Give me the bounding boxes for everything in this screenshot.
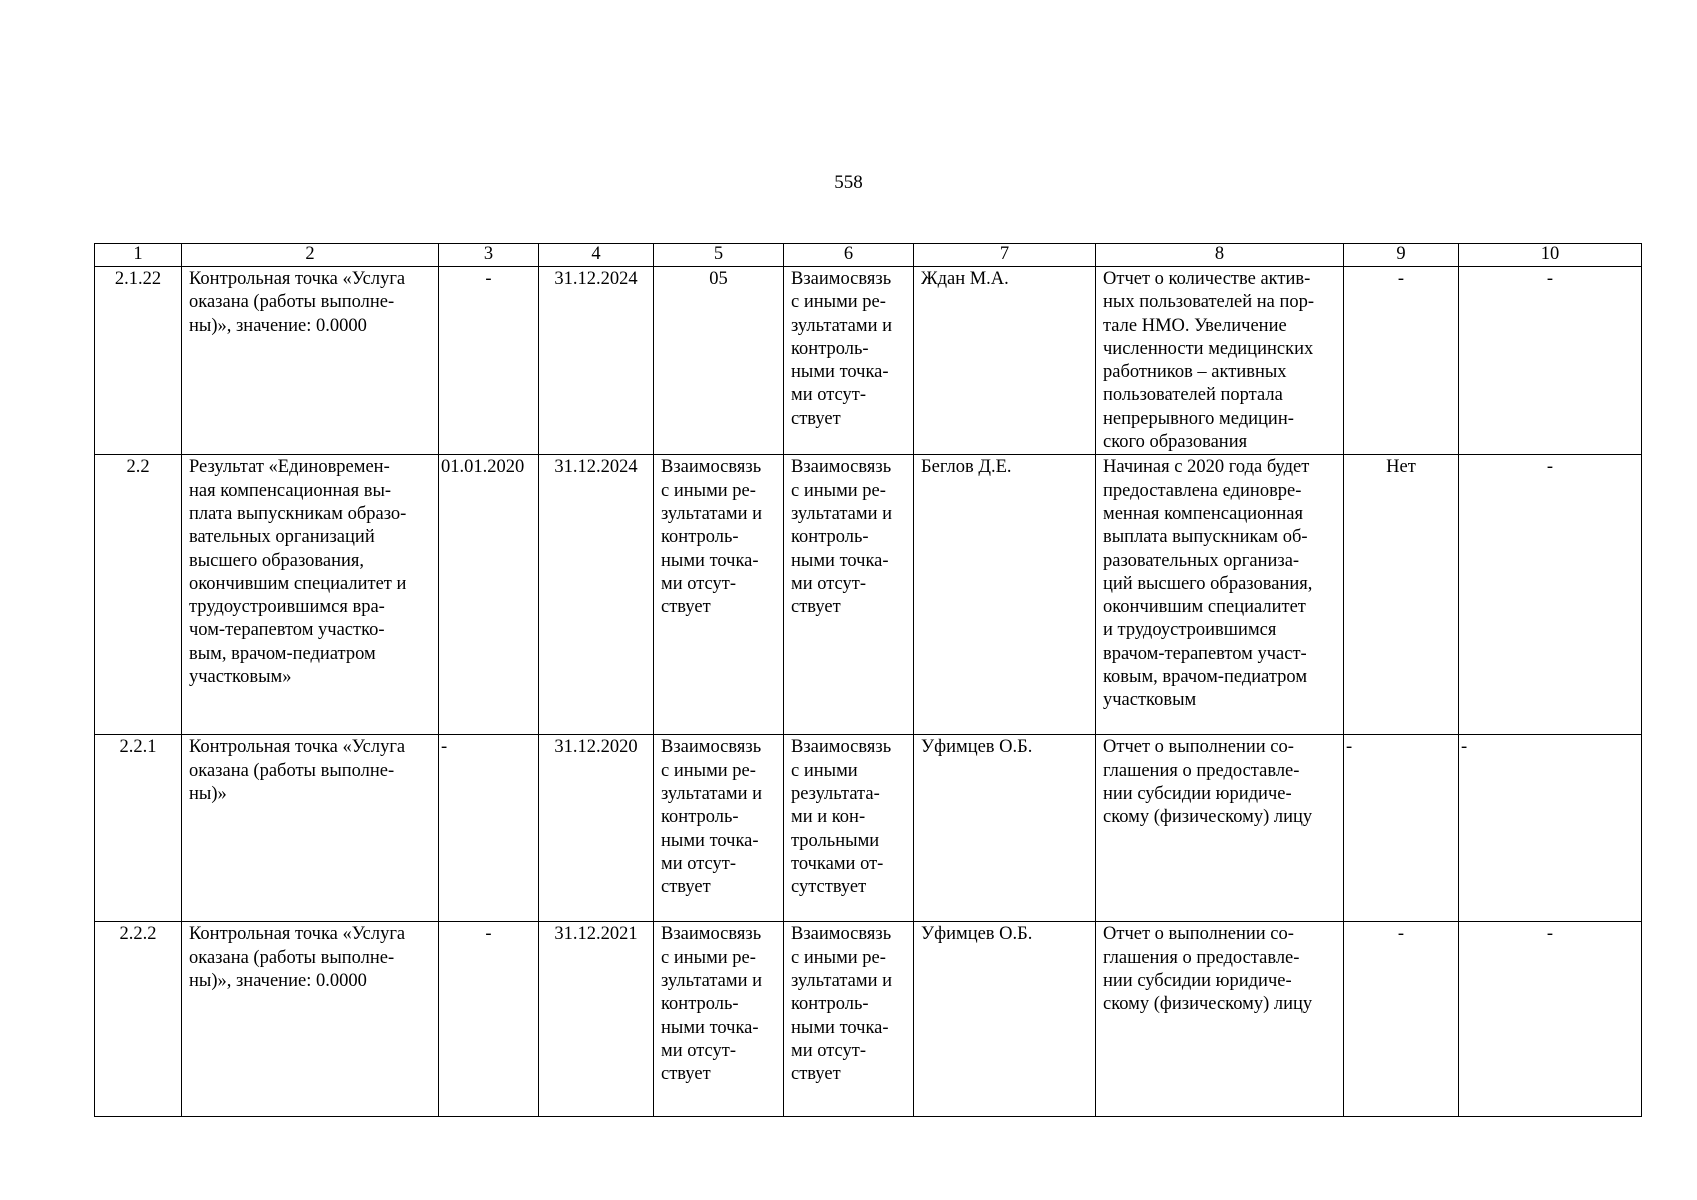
row-title: Контрольная точка «Услуга оказана (работы выполне- ны)», значение: 0.0000 <box>182 922 439 1117</box>
column-5-value: Взаимосвязь с иными ре- зультатами и контроль- ными точка- ми отсут- ствует <box>654 735 784 922</box>
end-date: 31.12.2024 <box>539 267 654 455</box>
table-header-row <box>95 244 1642 267</box>
column-10-value: - <box>1459 455 1642 735</box>
row-number: 2.2.2 <box>95 922 182 1117</box>
responsible-person: Уфимцев О.Б. <box>914 922 1096 1117</box>
column-10-value: - <box>1459 267 1642 455</box>
end-date: 31.12.2024 <box>539 455 654 735</box>
column-10-value: - <box>1459 735 1642 922</box>
responsible-person: Ждан М.А. <box>914 267 1096 455</box>
row-number: 2.1.22 <box>95 267 182 455</box>
row-description: Отчет о выполнении со- глашения о предоставле- нии субсидии юридиче- скому (физическому) лицу <box>1096 922 1344 1117</box>
column-header: 1 <box>95 244 182 267</box>
row-number: 2.2 <box>95 455 182 735</box>
row-description: Отчет о выполнении со- глашения о предоставле- нии субсидии юридиче- скому (физическому) лицу <box>1096 735 1344 922</box>
column-9-value: - <box>1344 735 1459 922</box>
column-header: 3 <box>439 244 539 267</box>
column-9-value: Нет <box>1344 455 1459 735</box>
column-6-value: Взаимосвязь с иными результата- ми и кон- трольными точками от- сутствует <box>784 735 914 922</box>
column-6-value: Взаимосвязь с иными ре- зультатами и контроль- ными точка- ми отсут- ствует <box>784 455 914 735</box>
column-header: 5 <box>654 244 784 267</box>
column-header: 10 <box>1459 244 1642 267</box>
row-title: Результат «Единовремен- ная компенсационная вы- плата выпускникам образо- вательных организаций высшего образования, окончившим специалитет и трудоустроившимся вра- чом-терапевтом участко- вым, врачом-педиатром участковым» <box>182 455 439 735</box>
column-header: 6 <box>784 244 914 267</box>
column-6-value: Взаимосвязь с иными ре- зультатами и контроль- ными точка- ми отсут- ствует <box>784 267 914 455</box>
column-5-value: 05 <box>654 267 784 455</box>
start-date: - <box>439 922 539 1117</box>
table-row <box>95 455 1642 735</box>
column-9-value: - <box>1344 267 1459 455</box>
column-header: 7 <box>914 244 1096 267</box>
table-row <box>95 267 1642 455</box>
column-10-value: - <box>1459 922 1642 1117</box>
end-date: 31.12.2020 <box>539 735 654 922</box>
column-header: 8 <box>1096 244 1344 267</box>
column-header: 4 <box>539 244 654 267</box>
responsible-person: Беглов Д.Е. <box>914 455 1096 735</box>
responsible-person: Уфимцев О.Б. <box>914 735 1096 922</box>
row-description: Начиная с 2020 года будет предоставлена единовре- менная компенсационная выплата выпускникам об- разовательных организа- ций высшего образования, окончившим специалитет и трудоустроившимся врачом-терапевтом участ- ковым, врачом-педиатром участковым <box>1096 455 1344 735</box>
page-number: 558 <box>834 172 863 193</box>
column-header: 9 <box>1344 244 1459 267</box>
column-9-value: - <box>1344 922 1459 1117</box>
table-row <box>95 922 1642 1117</box>
start-date: - <box>439 267 539 455</box>
row-number: 2.2.1 <box>95 735 182 922</box>
start-date: 01.01.2020 <box>439 455 539 735</box>
row-description: Отчет о количестве актив- ных пользователей на пор- тале НМО. Увеличение численности медицинских работников – активных пользователей портала непрерывного медицин- ского образования <box>1096 267 1344 455</box>
column-5-value: Взаимосвязь с иными ре- зультатами и контроль- ными точка- ми отсут- ствует <box>654 455 784 735</box>
row-title: Контрольная точка «Услуга оказана (работы выполне- ны)» <box>182 735 439 922</box>
end-date: 31.12.2021 <box>539 922 654 1117</box>
table-row <box>95 735 1642 922</box>
column-6-value: Взаимосвязь с иными ре- зультатами и контроль- ными точка- ми отсут- ствует <box>784 922 914 1117</box>
row-title: Контрольная точка «Услуга оказана (работы выполне- ны)», значение: 0.0000 <box>182 267 439 455</box>
column-header: 2 <box>182 244 439 267</box>
column-5-value: Взаимосвязь с иными ре- зультатами и контроль- ными точка- ми отсут- ствует <box>654 922 784 1117</box>
project-table <box>94 243 1642 1117</box>
start-date: - <box>439 735 539 922</box>
